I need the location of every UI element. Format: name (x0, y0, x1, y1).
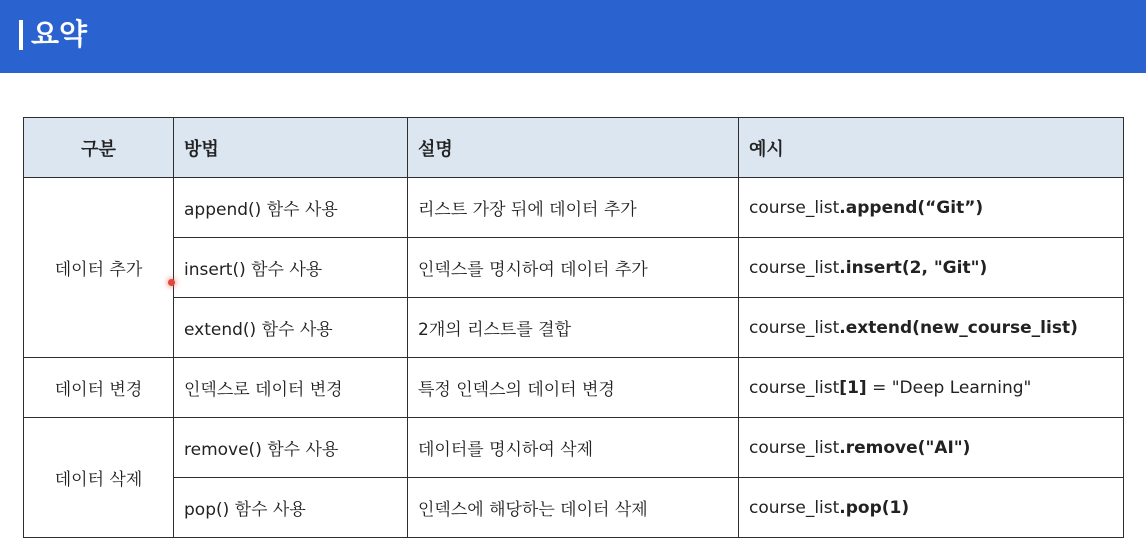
table-row (24, 238, 1124, 298)
category-cell-delete: 데이터 삭제 (24, 418, 174, 538)
example-method: .append(“Git”) (839, 197, 984, 218)
title-banner (0, 0, 1146, 73)
example-method: .extend(new_course_list) (839, 317, 1078, 338)
laser-pointer-dot (168, 279, 175, 286)
description-cell: 특정 인덱스의 데이터 변경 (408, 358, 739, 418)
table-row (24, 178, 1124, 238)
example-method: .pop(1) (839, 497, 910, 518)
page-title: 요약 (31, 17, 88, 51)
example-assignment: = "Deep Learning" (866, 377, 1032, 398)
example-object: course_list (749, 437, 840, 458)
method-cell: append() 함수 사용 (174, 178, 408, 238)
description-cell: 2개의 리스트를 결합 (408, 298, 739, 358)
table-header-row (24, 118, 1124, 178)
column-header-example: 예시 (739, 118, 1124, 178)
method-cell: 인덱스로 데이터 변경 (174, 358, 408, 418)
method-cell: pop() 함수 사용 (174, 478, 408, 538)
example-object: course_list (749, 497, 840, 518)
example-object: course_list (749, 197, 840, 218)
example-cell (739, 358, 1124, 418)
table-row (24, 478, 1124, 538)
table-row (24, 418, 1124, 478)
example-object: course_list (749, 257, 840, 278)
example-object: course_list (749, 317, 840, 338)
category-cell-change: 데이터 변경 (24, 358, 174, 418)
method-cell: extend() 함수 사용 (174, 298, 408, 358)
description-cell: 데이터를 명시하여 삭제 (408, 418, 739, 478)
title-accent-bar (19, 20, 23, 50)
description-cell: 인덱스를 명시하여 데이터 추가 (408, 238, 739, 298)
method-cell: insert() 함수 사용 (174, 238, 408, 298)
example-cell (739, 418, 1124, 478)
description-cell: 인덱스에 해당하는 데이터 삭제 (408, 478, 739, 538)
category-cell-add: 데이터 추가 (24, 178, 174, 358)
example-method: .remove("AI") (839, 437, 971, 458)
column-header-category: 구분 (24, 118, 174, 178)
table-row (24, 358, 1124, 418)
description-cell: 리스트 가장 뒤에 데이터 추가 (408, 178, 739, 238)
example-cell (739, 298, 1124, 358)
example-index: [1] (839, 377, 867, 398)
method-cell: remove() 함수 사용 (174, 418, 408, 478)
table-row (24, 298, 1124, 358)
example-cell (739, 178, 1124, 238)
example-object: course_list (749, 377, 840, 398)
column-header-method: 방법 (174, 118, 408, 178)
example-cell (739, 238, 1124, 298)
example-cell (739, 478, 1124, 538)
example-method: .insert(2, "Git") (839, 257, 988, 278)
column-header-description: 설명 (408, 118, 739, 178)
summary-table (23, 117, 1124, 538)
